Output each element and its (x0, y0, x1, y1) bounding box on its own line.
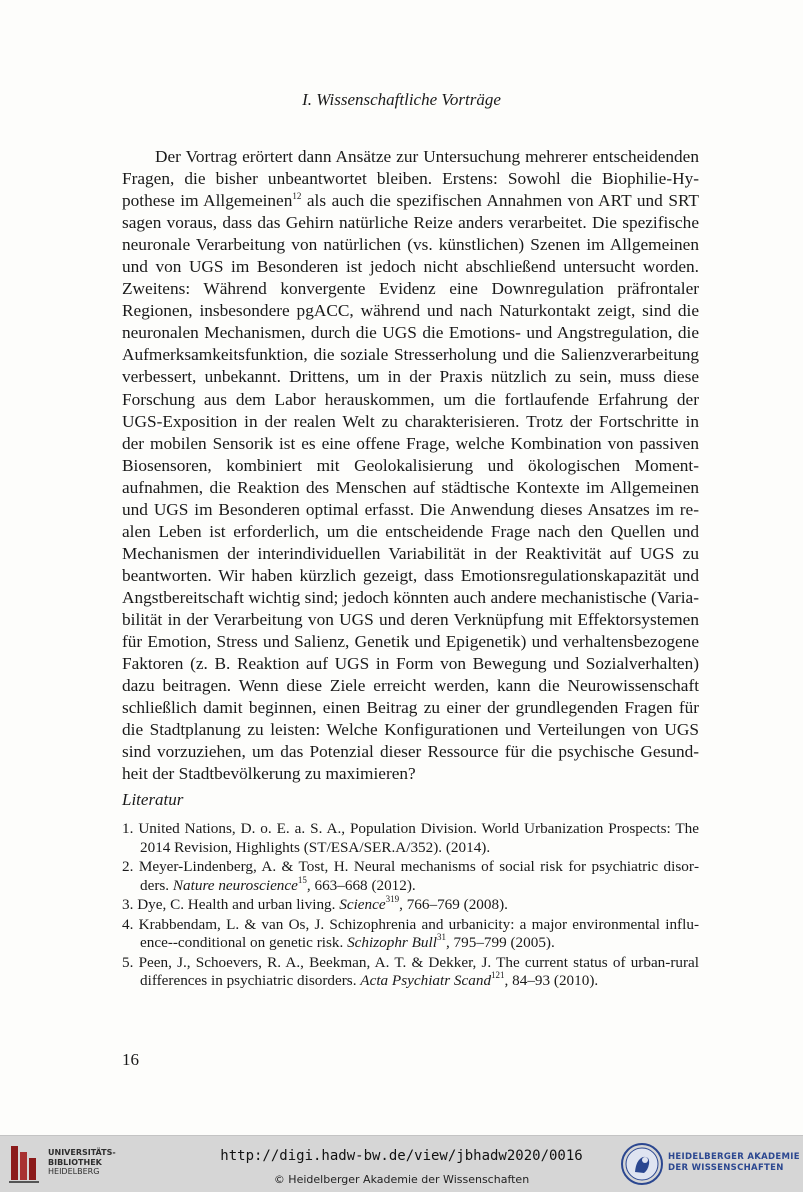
footnote-ref: 12 (292, 191, 302, 202)
reference-item (122, 820, 699, 857)
reference-list (122, 820, 699, 992)
reference-text: 2. Meyer-Lindenberg, A. & Tost, H. Neural mechanisms of social risk for psychiatric disorders. (122, 858, 699, 894)
academy-name[interactable] (668, 1152, 800, 1173)
ub-line-1: UNIVERSITÄTS- (48, 1148, 116, 1157)
reference-journal: Schizophr Bull (347, 934, 437, 951)
reference-journal: Nature neuroscience (172, 876, 298, 894)
reference-item (122, 954, 699, 991)
reference-text: 4. Krabbendam, L. & van Os, J. Schizophrenia and urbanicity: a major environmental influence--conditional on genetic risk. (122, 915, 699, 951)
reference-pages: , 795–799 (2005). (445, 934, 555, 951)
ub-line-2: BIBLIOTHEK (48, 1157, 102, 1167)
running-header: I. Wissenschaftliche Vorträge (302, 90, 501, 109)
academy-line-2: DER WISSENSCHAFTEN (668, 1162, 784, 1173)
reference-pages: , 663–668 (2012). (306, 876, 416, 894)
reference-text: 5. Peen, J., Schoevers, R. A., Beekman, A. T. & Dekker, J. The current status of urban-rural differences in psychiatric disorders. (122, 953, 699, 989)
viewer-footer (0, 1135, 803, 1192)
reference-item (122, 916, 699, 953)
reference-volume: 31 (436, 932, 446, 942)
reference-volume: 121 (491, 970, 505, 980)
academy-seal-icon[interactable] (620, 1142, 664, 1186)
body-text-part-2: als auch die spezifischen Annahmen von ART und SRT sagen voraus, dass das Gehirn natürliche Reize anders verarbeitet. Die spezifische neuronale Verarbeitung von natürlichen (vs. künstlichen) Szenen im Allgemeinen und von UGS im Besonderen ist jedoch nicht abschließend untersucht worden. Zweitens: Während konvergente Evidenz eine Downregulation präfrontaler Regionen, insbesondere pgACC, während und nach Naturkontakt zeigt, sind die neuronalen Mechanismen, durch die UGS die Emotions- und Angstregulation, die Aufmerksamkeitsfunktion, die soziale Stresserholung und die Salienzverarbeitung verbessert, unbekannt. Drittens, um in der Praxis nützlich zu sein, muss diese Forschung aus dem Labor herauskommen, um die fortlaufende Erfahrung der UGS-Exposition in der realen Welt zu charakterisieren. Trotz der Fortschritte in der mobilen Sensorik ist es eine offene Frage, welche Kombination von passiven Biosensoren, kombiniert mit Geolokalisierung und ökologischen Momentaufnahmen, die Reaktion des Menschen auf städtische Kontexte im Allgemeinen und UGS im Besonderen optimal erfasst. Die Anwendung dieses Ansatzes im realen Leben ist erforderlich, um die entscheidende Frage nach den Quellen und Mechanismen der interindividuellen Variabilität in der Reaktivität auf UGS zu beantworten. Wir haben kürzlich gezeigt, dass Emotionsregulationskapazität und Angstbereitschaft wichtig sind; jedoch könnten auch andere mechanistische (Variabilität in der Verarbeitung von UGS und deren Verknüpfung mit Effektorsystemen für Emotion, Stress und Salienz, Genetik und Epigenetik) und verhaltensbezogene Faktoren (z. B. Reaktion auf UGS in Form von Bewegung und Sozialverhalten) dazu beitragen. Wenn diese Ziele erreicht werden, kann die Neurowissenschaft schließlich damit beginnen, einen Beitrag zu einer der grundlegenden Fragen für die Stadtplanung zu leisten: Welche Konfigurationen und Verteilungen von UGS sind vorzuziehen, um das Potenzial dieser Ressource für die psychische Gesundheit der Stadtbevölkerung zu maximieren? (122, 191, 699, 784)
academy-line-1: HEIDELBERGER AKADEMIE (668, 1152, 800, 1162)
reference-journal: Science (339, 896, 386, 913)
reference-pages: , 84–93 (2010). (504, 972, 599, 989)
page-number: 16 (122, 1050, 139, 1069)
literature-heading: Literatur (122, 790, 184, 809)
reference-volume: 319 (385, 894, 400, 904)
reference-pages: , 766–769 (2008). (399, 896, 508, 913)
ub-line-3: HEIDELBERG (48, 1167, 100, 1176)
reference-volume: 15 (297, 874, 307, 885)
reference-item (122, 858, 699, 895)
document-url-link[interactable]: http://digi.hadw-bw.de/view/jbhadw2020/0016 (220, 1148, 583, 1164)
reference-journal: Acta Psychiatr Scand (360, 972, 492, 989)
reference-item (122, 896, 699, 915)
body-text-part-1: Der Vortrag erörtert dann Ansätze zur Untersuchung mehrerer entscheidenden Fragen, die bisher unbeantwortet bleiben. Erstens: Sowohl die Biophilie-Hypothese im Allgemeinen (122, 147, 699, 211)
body-paragraph (122, 146, 699, 785)
reference-text: 3. Dye, C. Health and urban living. (122, 896, 340, 913)
reference-text: 1. United Nations, D. o. E. a. S. A., Population Division. World Urbanization Prospects: The 2014 Revision, Highlights (ST/ESA/SER.A/352). (2014). (122, 820, 699, 856)
copyright-notice: © Heidelberger Akademie der Wissenschaften (273, 1173, 530, 1186)
